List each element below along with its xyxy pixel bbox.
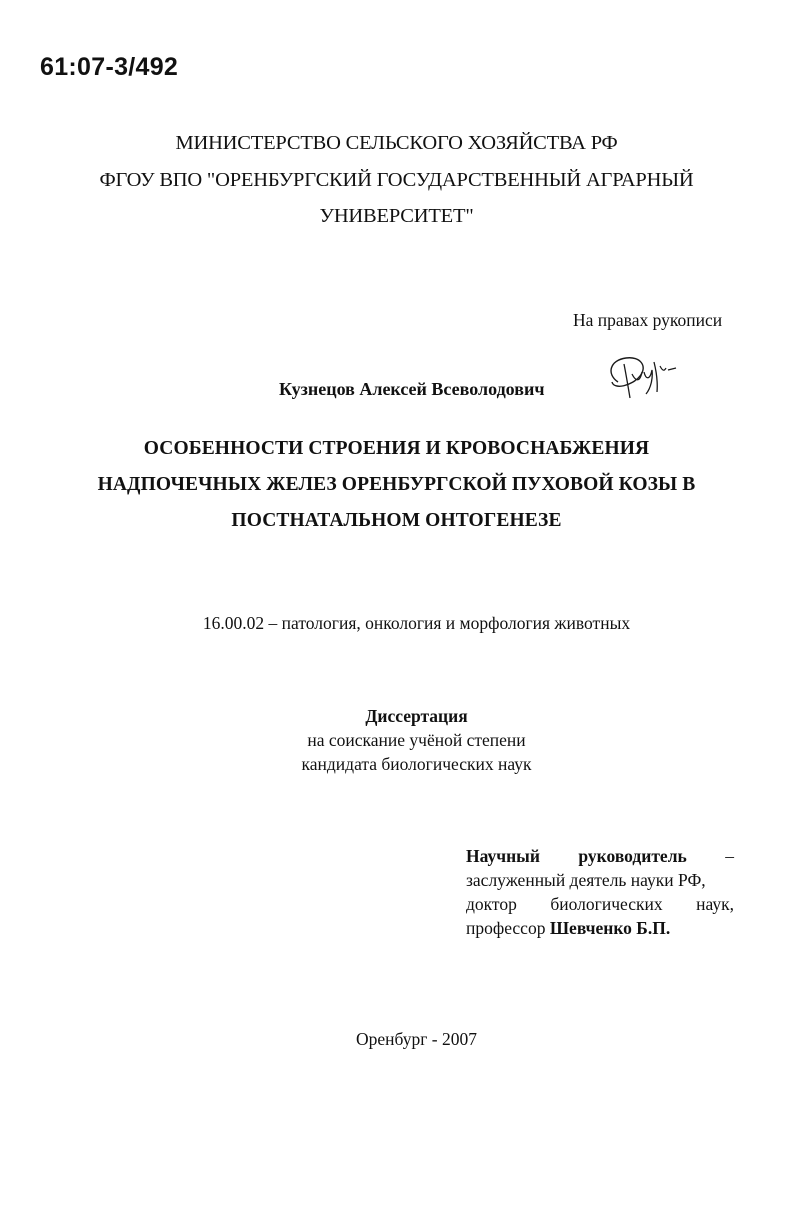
supervisor-role-dash: – (725, 846, 734, 866)
supervisor-degree-word-1: доктор (466, 894, 517, 914)
supervisor-degree-word-3: наук, (696, 894, 734, 914)
ministry-line-1: МИНИСТЕРСТВО СЕЛЬСКОГО ХОЗЯЙСТВА РФ (175, 132, 618, 154)
supervisor-degree (466, 894, 734, 915)
dissertation-degree-line-1: на соискание учёной степени (307, 730, 526, 750)
supervisor-role (466, 846, 734, 867)
manuscript-note: На правах рукописи (573, 310, 723, 330)
supervisor-name: Шевченко Б.П. (549, 918, 671, 938)
archive-code: 61:07-3/492 (40, 53, 179, 81)
ministry-line-3: УНИВЕРСИТЕТ" (319, 205, 474, 227)
supervisor-role-word-2: руководитель (578, 846, 687, 866)
city-year: Оренбург - 2007 (355, 1029, 477, 1049)
thesis-title-line-2: НАДПОЧЕЧНЫХ ЖЕЛЕЗ ОРЕНБУРГСКОЙ ПУХОВОЙ КОЗЫ В (97, 474, 696, 495)
thesis-title-line-3: ПОСТНАТАЛЬНОМ ОНТОГЕНЕЗЕ (231, 510, 562, 531)
ministry-line-2: ФГОУ ВПО "ОРЕНБУРГСКИЙ ГОСУДАРСТВЕННЫЙ АГРАРНЫЙ (99, 169, 694, 191)
handwritten-signature (604, 352, 682, 408)
supervisor-role-word-1: Научный (466, 846, 540, 866)
supervisor-degree-word-2: биологических (550, 894, 663, 914)
author-name: Кузнецов Алексей Всеволодович (279, 379, 545, 399)
dissertation-heading: Диссертация (365, 706, 468, 726)
thesis-title-line-1: ОСОБЕННОСТИ СТРОЕНИЯ И КРОВОСНАБЖЕНИЯ (143, 438, 650, 459)
supervisor-block (466, 846, 734, 946)
supervisor-title-prefix: профессор (466, 918, 546, 938)
supervisor-name-line (466, 918, 734, 939)
specialty-code: 16.00.02 – патология, онкология и морфология животных (202, 613, 631, 633)
dissertation-degree-line-2: кандидата биологических наук (301, 754, 532, 774)
supervisor-honor: заслуженный деятель науки РФ, (466, 870, 706, 890)
